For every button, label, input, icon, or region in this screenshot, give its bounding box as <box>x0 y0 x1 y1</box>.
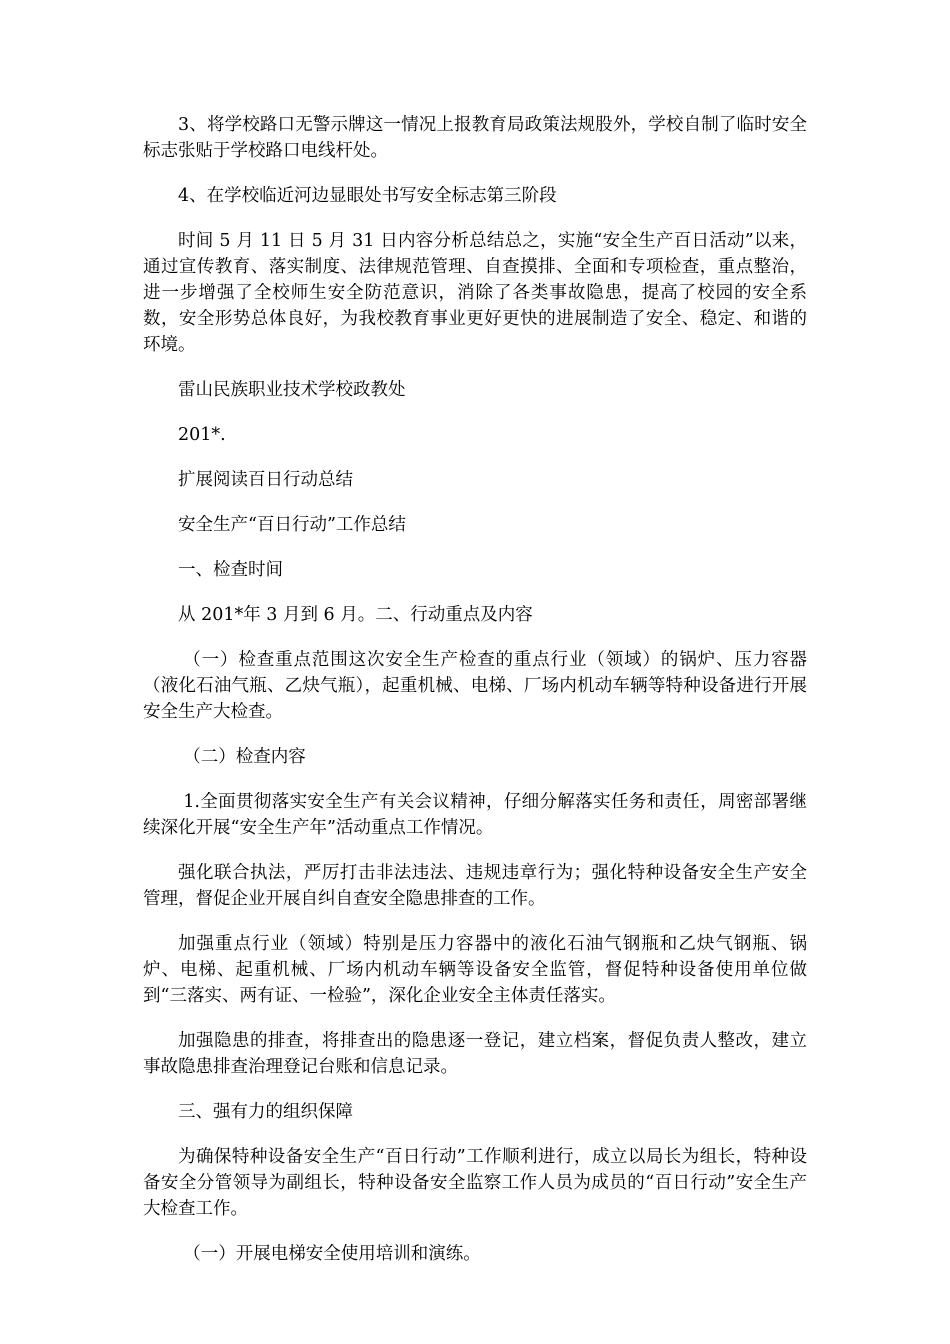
paragraph-hazard-check: 加强隐患的排查，将排查出的隐患逐一登记，建立档案，督促负责人整改，建立事故隐患排查治理登记台账和信息记录。 <box>143 1031 807 1077</box>
paragraph-inspection-scope: （一）检查重点范围这次安全生产检查的重点行业（领域）的锅炉、压力容器（液化石油气瓶、乙炔气瓶），起重机械、电梯、厂场内机动车辆等特种设备进行开展安全生产大检查。 <box>143 650 807 722</box>
signature-date: 201*. <box>178 425 226 445</box>
heading-inspection-time: 一、检查时间 <box>178 560 283 580</box>
section-title: 安全生产“百日行动”工作总结 <box>178 515 406 535</box>
paragraph-3: 时间 5 月 11 日 5 月 31 日内容分析总结总之，实施“安全生产百日活动”以来，通过宣传教育、落实制度、法律规范管理、自查摸排、全面和专项检查，重点整治，进一步增强了全校师生安全防范意识，消除了各类事故隐患，提高了校园的安全系数，安全形势总体良好，为我校教育事业更好更快的进展制造了安全、稳定、和谐的环境。 <box>143 231 807 355</box>
paragraph-key-industries: 加强重点行业（领域）特别是压力容器中的液化石油气钢瓶和乙炔气钢瓶、锅炉、电梯、起重机械、厂场内机动车辆等设备安全监管，督促特种设备使用单位做到“三落实、两有证、一检验”，深化企业安全主体责任落实。 <box>143 934 807 1006</box>
paragraph-item-1: 1.全面贯彻落实安全生产有关会议精神，仔细分解落实任务和责任，周密部署继续深化开展“安全生产年”活动重点工作情况。 <box>143 792 807 838</box>
paragraph-2: 4、在学校临近河边显眼处书写安全标志第三阶段 <box>178 186 557 206</box>
paragraph-1: 3、将学校路口无警示牌这一情况上报教育局政策法规股外，学校自制了临时安全标志张贴于学校路口电线杆处。 <box>143 115 807 161</box>
paragraph-period: 从 201*年 3 月到 6 月。二、行动重点及内容 <box>178 605 533 625</box>
heading-inspection-content: （二）检查内容 <box>183 747 306 767</box>
signature-department: 雷山民族职业技术学校政教处 <box>178 380 406 400</box>
extended-reading-heading: 扩展阅读百日行动总结 <box>178 470 353 490</box>
paragraph-elevator-training: （一）开展电梯安全使用培训和演练。 <box>183 1244 481 1264</box>
document-page <box>143 112 807 1286</box>
paragraph-organization: 为确保特种设备安全生产“百日行动”工作顺利进行，成立以局长为组长，特种设备安全分管领导为副组长，特种设备安全监察工作人员为成员的“百日行动”安全生产大检查工作。 <box>143 1147 807 1219</box>
heading-organization: 三、强有力的组织保障 <box>178 1102 353 1122</box>
paragraph-joint-enforcement: 强化联合执法，严厉打击非法违法、违规违章行为；强化特种设备安全生产安全管理，督促企业开展自纠自查安全隐患排查的工作。 <box>143 863 807 909</box>
